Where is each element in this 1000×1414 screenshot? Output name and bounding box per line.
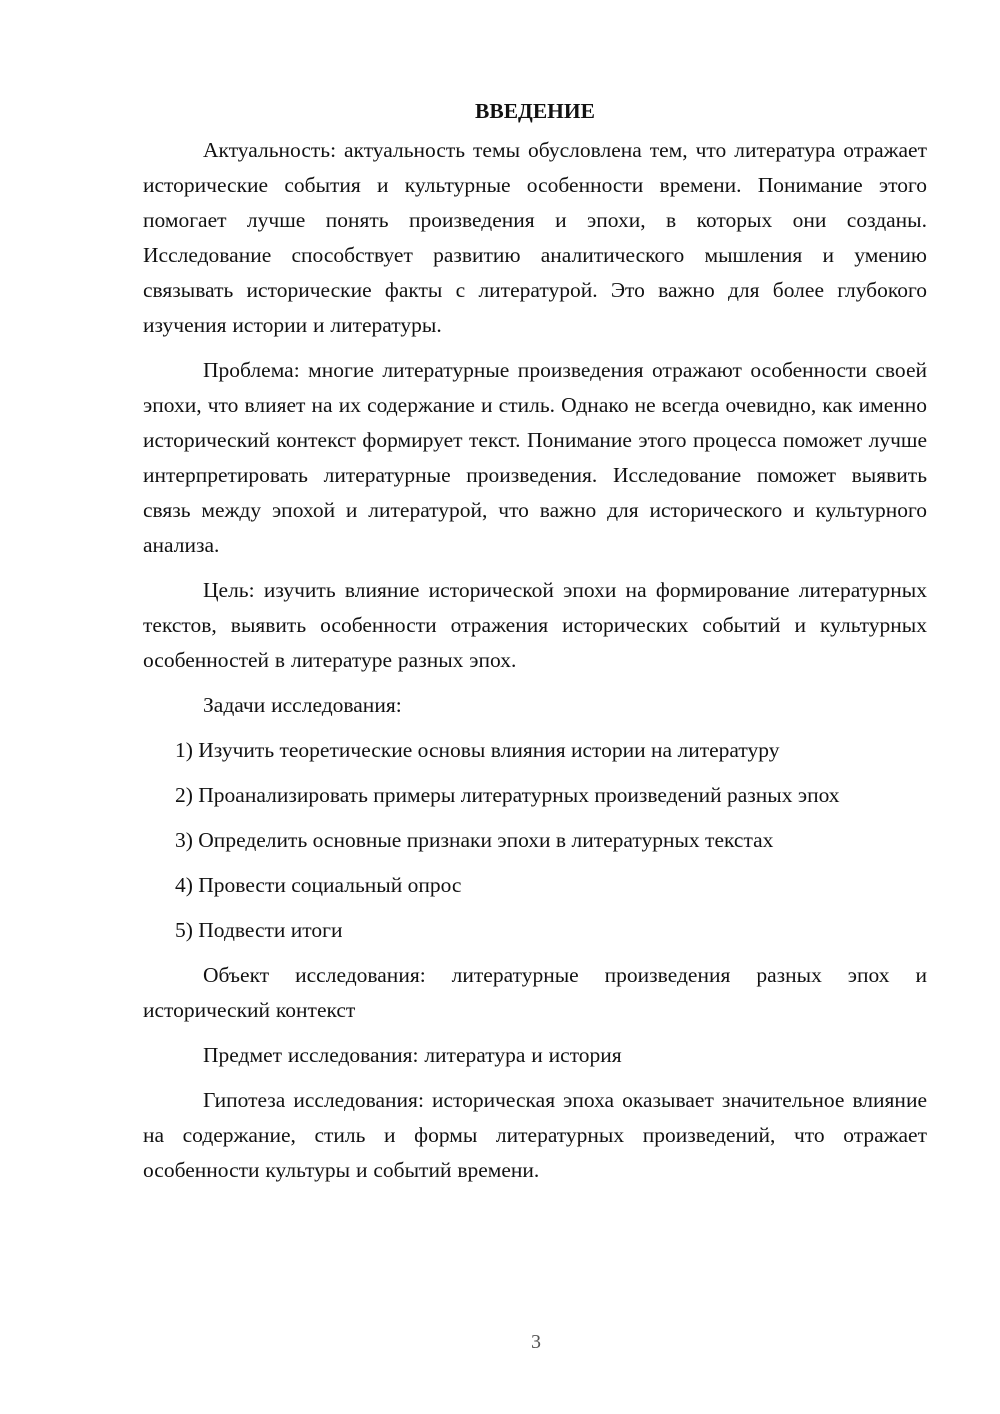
paragraph-object: Объект исследования: литературные произведения разных эпох и исторический контекст <box>143 963 927 1022</box>
paragraph-goal: Цель: изучить влияние исторической эпохи на формирование литературных текстов, выявить особенности отражения исторических событий и культурных особенностей в литературе разных эпох. <box>143 578 927 672</box>
page-content <box>143 94 927 1198</box>
task-item-2: 2) Проанализировать примеры литературных произведений разных эпох <box>175 783 840 807</box>
paragraph-subject: Предмет исследования: литература и история <box>203 1043 622 1067</box>
task-item-1: 1) Изучить теоретические основы влияния истории на литературу <box>175 738 780 762</box>
paragraph-relevance: Актуальность: актуальность темы обусловлена тем, что литература отражает исторические события и культурные особенности времени. Понимание этого помогает лучше понять произведения и эпохи, в которых они созданы. Исследование способствует развитию аналитического мышления и умению связывать исторические факты с литературой. Это важно для более глубокого изучения истории и литературы. <box>143 138 927 337</box>
task-item-4: 4) Провести социальный опрос <box>175 873 462 897</box>
paragraph-problem: Проблема: многие литературные произведения отражают особенности своей эпохи, что влияет на их содержание и стиль. Однако не всегда очевидно, как именно исторический контекст формирует текст. Понимание этого процесса поможет лучше интерпретировать литературные произведения. Исследование поможет выявить связь между эпохой и литературой, что важно для исторического и культурного анализа. <box>143 358 927 557</box>
task-item-5: 5) Подвести итоги <box>175 918 343 942</box>
page-title: ВВЕДЕНИЕ <box>475 99 595 123</box>
tasks-heading: Задачи исследования: <box>203 693 402 717</box>
task-item-3: 3) Определить основные признаки эпохи в литературных текстах <box>175 828 774 852</box>
page-number: 3 <box>531 1331 541 1353</box>
paragraph-hypothesis: Гипотеза исследования: историческая эпоха оказывает значительное влияние на содержание, стиль и формы литературных произведений, что отражает особенности культуры и событий времени. <box>143 1088 927 1182</box>
